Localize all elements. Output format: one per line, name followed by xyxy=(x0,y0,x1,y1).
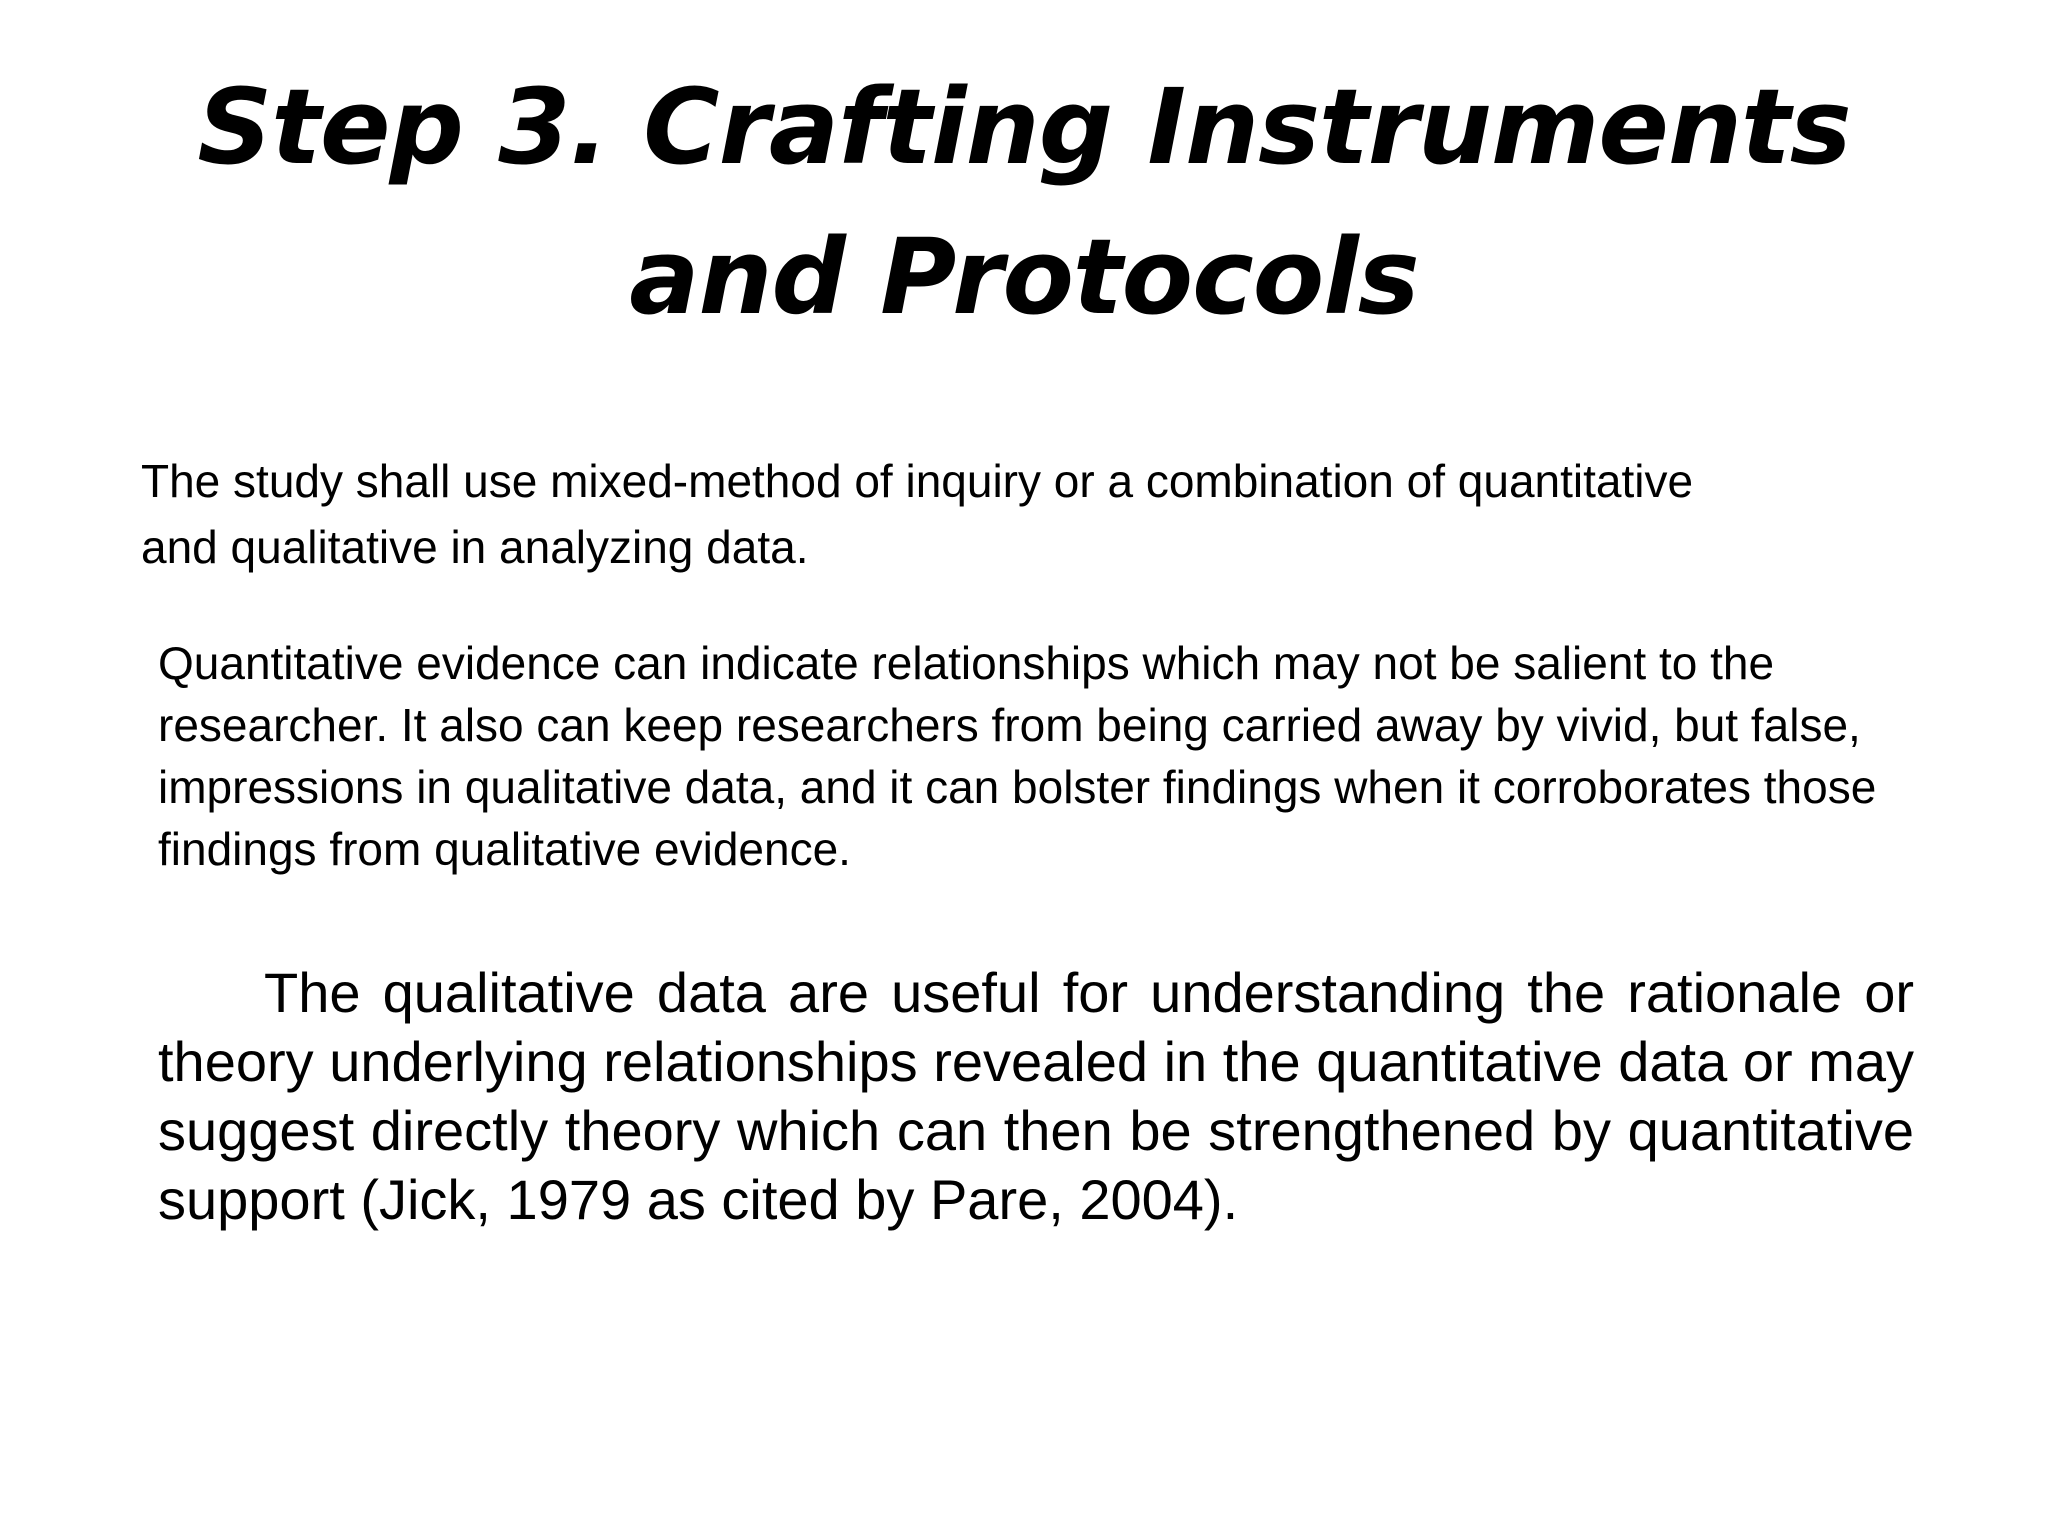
paragraph-mixed-method: The study shall use mixed-method of inquiry or a combination of quantitative and qualitative in analyzing data. xyxy=(141,455,1694,573)
slide-title: Step 3. Crafting Instruments and Protocols xyxy=(197,66,1851,338)
paragraph-qualitative-data: The qualitative data are useful for understanding the rationale or theory underlying relationships revealed in the quantitative data or may suggest directly theory which can then be strengthened by quantitative support (Jick, 1979 as cited by Pare, 2004). xyxy=(158,961,1914,1231)
paragraph-quantitative-evidence: Quantitative evidence can indicate relationships which may not be salient to the researcher. It also can keep researchers from being carried away by vivid, but false, impressions in qualitative data, and it can bolster findings when it corroborates those findings from qualitative evidence. xyxy=(158,637,1877,875)
